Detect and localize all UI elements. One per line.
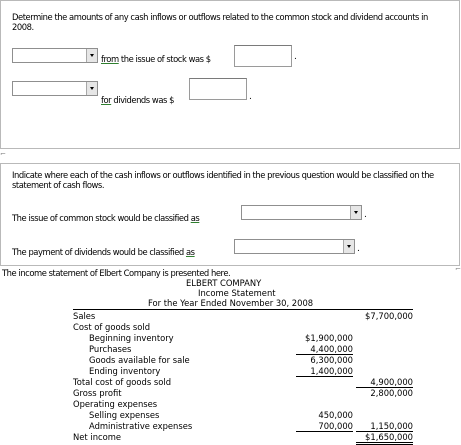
question-1-prompt: Determine the amounts of any cash inflows or outflows related to the common stock and dividend accounts in 2008. — [12, 12, 428, 32]
sales-total: $7,700,000 — [365, 311, 413, 321]
ending-inventory-label: Ending inventory — [89, 366, 161, 376]
question-2-prompt: Indicate where each of the cash inflows or outflows identified in the previous question would be classified on the statement of cash flows. — [12, 170, 434, 190]
dividends-row-rest: dividends was $ — [111, 95, 175, 105]
beginning-inventory-label: Beginning inventory — [89, 333, 174, 343]
purchases-label: Purchases — [89, 344, 132, 354]
stock-row-label — [101, 54, 211, 64]
stock-classification-period: . — [364, 210, 367, 220]
total-cogs-amount: 4,900,000 — [356, 377, 413, 388]
chevron-down-icon[interactable] — [86, 82, 97, 95]
dividends-period: . — [249, 92, 252, 102]
gross-profit-amount: 2,800,000 — [370, 388, 413, 398]
dividends-classification-period: . — [357, 244, 360, 254]
selling-expenses-label: Selling expenses — [89, 410, 160, 420]
beginning-inventory-amount: $1,900,000 — [305, 333, 353, 343]
admin-expenses-amount: 700,000 — [296, 421, 353, 432]
resize-handle-icon[interactable]: ⌐ — [0, 150, 6, 158]
dividends-amount-input[interactable] — [189, 78, 247, 100]
company-name: ELBERT COMPANY — [186, 278, 262, 288]
as-link[interactable]: as — [190, 213, 200, 223]
inflow-outflow-select-stock[interactable] — [12, 48, 98, 63]
stock-classification-text: The issue of common stock would be classified — [12, 213, 191, 223]
header-rule — [73, 309, 413, 310]
total-cogs-label: Total cost of goods sold — [73, 377, 172, 387]
net-income-label: Net income — [73, 432, 122, 442]
as-link[interactable]: as — [185, 247, 195, 257]
stock-classification-label — [12, 213, 199, 223]
intro-text: The income statement of Elbert Company is presented here. — [2, 268, 231, 278]
statement-period: For the Year Ended November 30, 2008 — [148, 298, 314, 308]
from-link[interactable]: from — [101, 54, 119, 64]
selling-expenses-amount: 450,000 — [318, 410, 353, 420]
for-link[interactable]: for — [101, 95, 112, 105]
total-operating-expenses-amount: 1,150,000 — [356, 421, 413, 432]
cogs-label: Cost of goods sold — [73, 322, 151, 332]
stock-period: . — [294, 52, 297, 62]
resize-handle-icon[interactable]: ⌐ — [455, 265, 461, 273]
operating-expenses-label: Operating expenses — [73, 399, 158, 409]
stock-amount-input[interactable] — [234, 45, 292, 67]
dividends-row-label — [101, 95, 174, 105]
ending-inventory-amount: 1,400,000 — [296, 366, 353, 377]
inflow-outflow-select-dividends[interactable] — [12, 81, 98, 96]
goods-available-label: Goods available for sale — [89, 355, 190, 365]
statement-title: Income Statement — [198, 288, 276, 298]
stock-row-rest: the issue of stock was $ — [118, 54, 211, 64]
dividends-classification-label — [12, 247, 195, 257]
chevron-down-icon[interactable] — [343, 240, 354, 253]
dividends-classification-text: The payment of dividends would be classified — [12, 247, 186, 257]
gross-profit-label: Gross profit — [73, 388, 122, 398]
net-income-amount: $1,650,000 — [356, 432, 413, 445]
chevron-down-icon[interactable] — [86, 49, 97, 62]
dividends-classification-select[interactable] — [234, 239, 355, 254]
admin-expenses-label: Administrative expenses — [89, 421, 193, 431]
stock-classification-select[interactable] — [241, 205, 362, 220]
sales-label: Sales — [73, 311, 96, 321]
chevron-down-icon[interactable] — [350, 206, 361, 219]
goods-available-amount: 6,300,000 — [310, 355, 353, 365]
purchases-amount: 4,400,000 — [296, 344, 353, 355]
